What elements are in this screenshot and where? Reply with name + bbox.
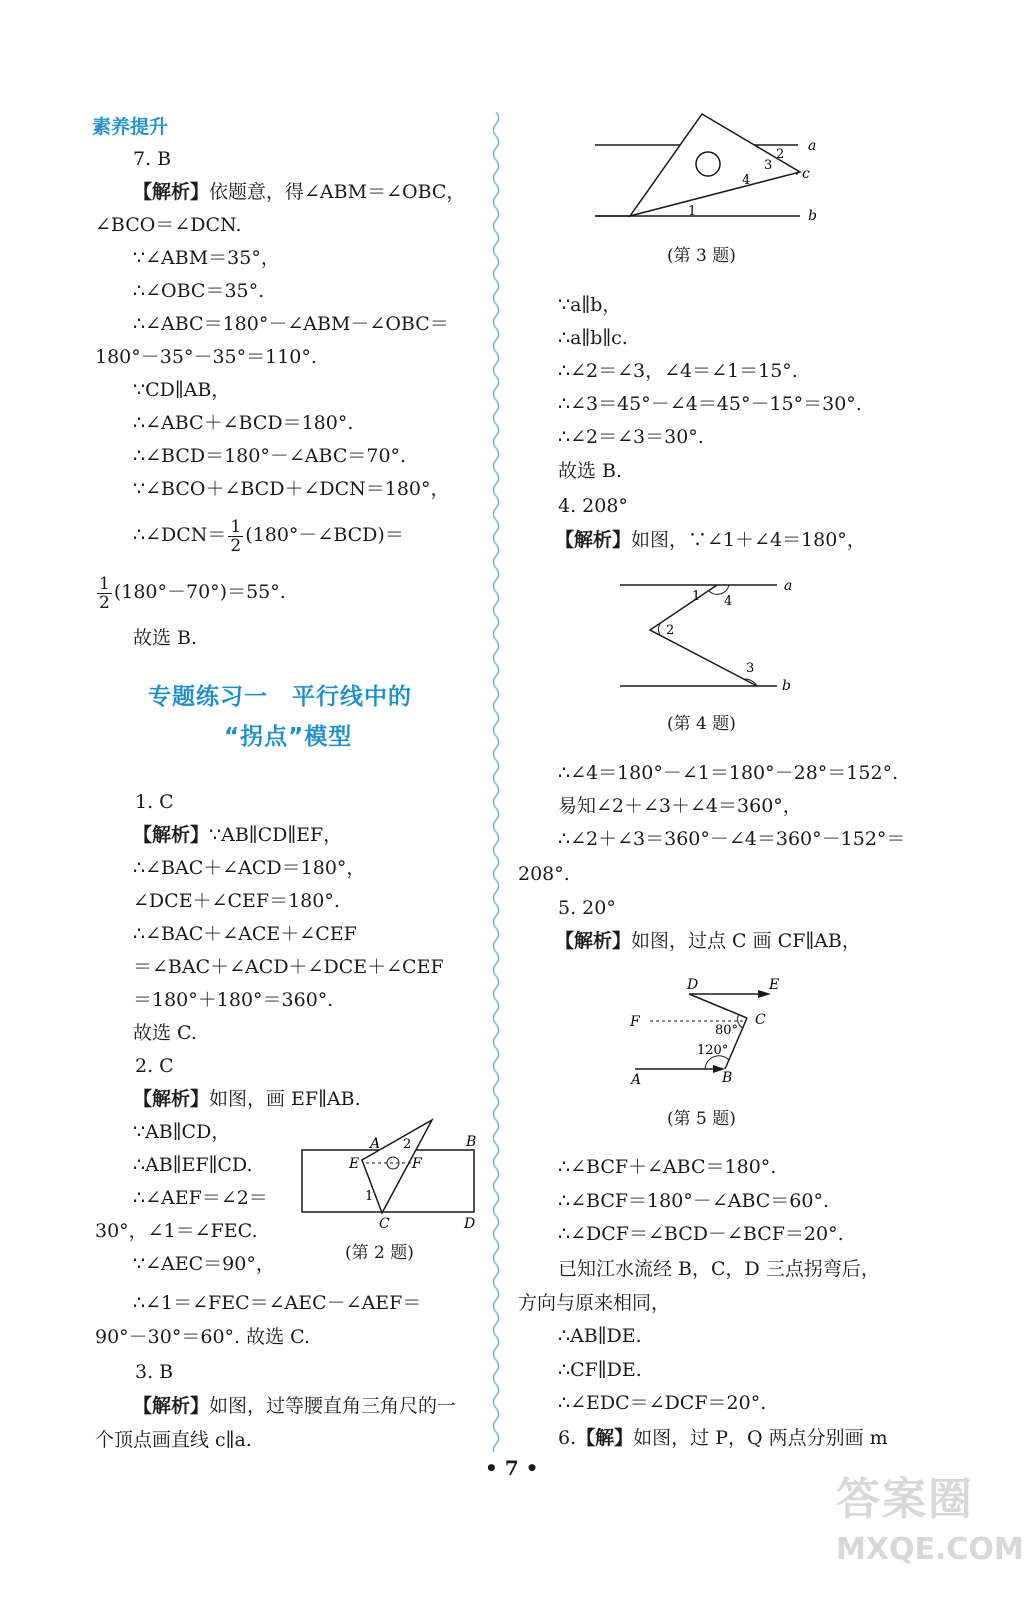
fraction xyxy=(97,575,112,612)
arc-2 xyxy=(659,624,660,635)
text: 如图，过 P，Q 两点分别画 m xyxy=(633,1427,888,1449)
q3-r-line-3: ∴∠2＝∠3，∠4＝∠1＝15°. xyxy=(558,360,798,382)
label-c: C xyxy=(755,1012,766,1028)
jiexi-label: 【解析】 xyxy=(555,930,632,952)
q4-line-2: ∴∠4＝180°－∠1＝180°－28°＝152°. xyxy=(558,762,899,784)
label-a: A xyxy=(631,1072,642,1088)
angle-80: 80° xyxy=(715,1023,739,1038)
jiexi-label: 【解析】 xyxy=(133,824,210,846)
set-square xyxy=(630,114,800,216)
angle-4: 4 xyxy=(742,173,751,188)
q3-r-line-6: 故选 B. xyxy=(558,460,623,482)
q2-caption: (第 2 题) xyxy=(345,1243,414,1263)
label-c: c xyxy=(802,166,810,182)
q6-line-1 xyxy=(558,1425,888,1451)
q3-r-line-4: ∴∠3＝45°－∠4＝45°－15°＝30°. xyxy=(558,393,862,415)
angle-1: 1 xyxy=(688,204,697,219)
denominator: 2 xyxy=(99,592,110,613)
label-a: a xyxy=(808,138,817,154)
text: 如图，∵∠1＋∠4＝180°， xyxy=(631,529,866,551)
topic-title-line-2: “拐点”模型 xyxy=(224,724,353,750)
q1-answer: 1. C xyxy=(135,791,174,813)
q3-line-2: 个顶点画直线 c∥a. xyxy=(95,1429,252,1451)
label-e: E xyxy=(349,1156,360,1172)
jiexi-label: 【解析】 xyxy=(133,181,210,203)
divider-wave xyxy=(494,112,499,1452)
q4-line-4: ∴∠2＋∠3＝360°－∠4＝360°－152°＝ xyxy=(558,828,906,850)
topic-title-line-1: 专题练习一 平行线中的 xyxy=(148,684,412,710)
angle-1: 1 xyxy=(692,589,701,604)
q5-figure xyxy=(625,972,795,1092)
q4-line-3: 易知∠2＋∠3＋∠4＝360°， xyxy=(558,795,802,817)
q4-line-5: 208°. xyxy=(518,863,570,885)
text: (180°－70°)＝55°. xyxy=(113,581,286,603)
q1-line-6: ＝180°＋180°＝360°. xyxy=(133,989,334,1011)
q4-figure xyxy=(612,570,802,695)
numerator: 1 xyxy=(230,516,242,537)
q5-answer: 5. 20° xyxy=(558,897,616,919)
q5-line-3: ∴∠BCF＝180°－∠ABC＝60°. xyxy=(558,1190,830,1212)
q5-line-2: ∴∠BCF＋∠ABC＝180°. xyxy=(558,1156,777,1178)
q4-caption: (第 4 题) xyxy=(667,714,736,734)
label-f: F xyxy=(412,1156,422,1172)
text: ∴∠DCN＝ xyxy=(133,524,227,546)
angle-120: 120° xyxy=(697,1043,729,1058)
numerator: 1 xyxy=(99,573,110,594)
q3-r-line-5: ∴∠2＝∠3＝30°. xyxy=(558,426,704,448)
angle-4: 4 xyxy=(724,594,733,609)
q3-r-line-1: ∵a∥b， xyxy=(558,294,622,316)
q7-line-8: ∴∠ABC＋∠BCD＝180°. xyxy=(133,412,354,434)
q2-line-8: 90°－30°＝60°. 故选 C. xyxy=(95,1326,311,1348)
q3-r-line-2: ∴a∥b∥c. xyxy=(558,327,628,349)
q7-line-6: 180°－35°－35°＝110°. xyxy=(95,346,317,368)
text: 依题意，得∠ABM＝∠OBC， xyxy=(209,181,466,203)
angle-3: 3 xyxy=(746,661,755,676)
q2-line-2: ∵AB∥CD， xyxy=(133,1121,231,1143)
q7-line-10: ∵∠BCO＋∠BCD＋∠DCN＝180°， xyxy=(133,478,450,500)
page-number: • 7 • xyxy=(485,1456,539,1480)
fraction xyxy=(228,518,243,555)
q3-figure xyxy=(590,112,825,227)
label-b: B xyxy=(722,1070,733,1086)
watermark-url: MXQE.COM xyxy=(836,1532,1024,1567)
q5-line-8: ∴CF∥DE. xyxy=(558,1359,642,1381)
denominator: 2 xyxy=(230,535,242,556)
label-b: b xyxy=(808,208,817,224)
q2-line-4: ∴∠AEF＝∠2＝ xyxy=(133,1187,268,1209)
text: (180°－∠BCD)＝ xyxy=(245,524,404,546)
label-b: B xyxy=(466,1134,477,1150)
jiexi-label: 【解析】 xyxy=(133,1395,210,1417)
text: 如图，过点 C 画 CF∥AB， xyxy=(631,930,861,952)
q1-line-1 xyxy=(133,822,342,848)
q7-line-9: ∴∠BCD＝180°－∠ABC＝70°. xyxy=(133,445,407,467)
watermark-logo: 答案圈 xyxy=(836,1474,974,1525)
q2-figure xyxy=(290,1110,485,1230)
text: 如图，过等腰直角三角尺的一 xyxy=(209,1395,457,1417)
section-title: 素养提升 xyxy=(92,116,169,138)
jie-label: 【解】 xyxy=(576,1427,634,1449)
label-d: D xyxy=(464,1216,476,1230)
q7-line-7: ∵CD∥AB， xyxy=(133,379,231,401)
q7-line-2: ∠BCO＝∠DCN. xyxy=(95,214,242,236)
angle-2: 2 xyxy=(403,1137,412,1152)
q2-line-7: ∴∠1＝∠FEC＝∠AEC－∠AEF＝ xyxy=(133,1292,422,1314)
text: 如图，画 EF∥AB. xyxy=(209,1088,361,1110)
q7-line-13: 故选 B. xyxy=(133,627,198,649)
q7-line-3: ∵∠ABM＝35°， xyxy=(133,247,280,269)
label-b: b xyxy=(782,678,791,694)
q7-line-11 xyxy=(133,516,404,555)
q2-line-1 xyxy=(133,1086,361,1112)
jiexi-label: 【解析】 xyxy=(133,1088,210,1110)
q5-line-6: 方向与原来相同， xyxy=(518,1292,671,1314)
angle-3: 3 xyxy=(764,158,773,173)
q1-line-4: ∴∠BAC＋∠ACE＋∠CEF xyxy=(133,923,357,945)
label-d: D xyxy=(687,977,699,993)
q7-line-12 xyxy=(95,573,286,612)
label-c: C xyxy=(379,1216,390,1230)
q1-line-7: 故选 C. xyxy=(133,1022,197,1044)
jiexi-label: 【解析】 xyxy=(555,529,632,551)
q7-line-4: ∴∠OBC＝35°. xyxy=(133,280,265,302)
column-divider xyxy=(488,112,504,1452)
q7-answer: 7. B xyxy=(133,148,172,170)
angle-2: 2 xyxy=(776,147,785,162)
q2-line-5: 30°，∠1＝∠FEC. xyxy=(95,1220,258,1242)
q5-line-4: ∴∠DCF＝∠BCD－∠BCF＝20°. xyxy=(558,1223,844,1245)
angle-1: 1 xyxy=(365,1189,374,1204)
q2-line-6: ∵∠AEC＝90°， xyxy=(133,1253,275,1275)
q1-line-5: ＝∠BAC＋∠ACD＋∠DCE＋∠CEF xyxy=(133,956,444,978)
label-e: E xyxy=(769,977,780,993)
q4-line-1 xyxy=(555,527,866,553)
q2-line-3: ∴AB∥EF∥CD. xyxy=(133,1154,253,1176)
q3-answer: 3. B xyxy=(135,1361,174,1383)
q3-caption: (第 3 题) xyxy=(667,246,736,266)
q6-label: 6. xyxy=(558,1427,577,1449)
q3-line-1 xyxy=(133,1393,456,1419)
q5-line-1 xyxy=(555,928,861,954)
q7-line-5: ∴∠ABC＝180°－∠ABM－∠OBC＝ xyxy=(133,313,449,335)
q1-line-3: ∠DCE＋∠CEF＝180°. xyxy=(133,890,340,912)
label-a: A xyxy=(370,1136,381,1152)
q4-answer: 4. 208° xyxy=(558,495,628,517)
label-f: F xyxy=(630,1014,640,1030)
q5-line-7: ∴AB∥DE. xyxy=(558,1325,642,1347)
watermark xyxy=(836,1470,1026,1595)
q2-answer: 2. C xyxy=(135,1055,174,1077)
q5-line-5: 已知江水流经 B，C，D 三点拐弯后， xyxy=(558,1258,880,1280)
q7-line-1 xyxy=(133,179,465,205)
text: ∵AB∥CD∥EF， xyxy=(209,824,343,846)
angle-2: 2 xyxy=(666,623,675,638)
q5-line-9: ∴∠EDC＝∠DCF＝20°. xyxy=(558,1392,767,1414)
q5-caption: (第 5 题) xyxy=(667,1109,736,1129)
label-a: a xyxy=(784,578,793,594)
q1-line-2: ∴∠BAC＋∠ACD＝180°， xyxy=(133,857,366,879)
arc-4 xyxy=(709,585,729,594)
